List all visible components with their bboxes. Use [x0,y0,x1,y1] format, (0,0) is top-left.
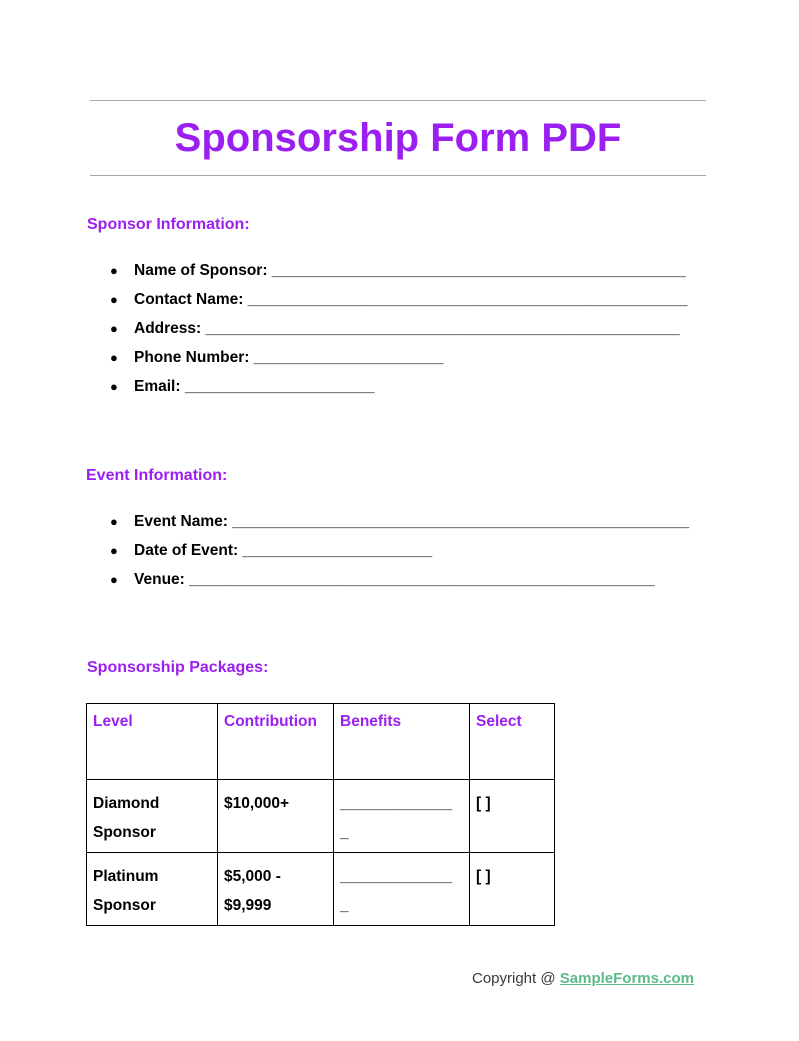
bullet-icon: ● [110,263,118,278]
field-name-of-sponsor[interactable]: Name of Sponsor: ________________________________________________ [134,262,686,279]
field-date-of-event[interactable]: Date of Event: ______________________ [134,542,433,559]
brand-link[interactable]: SampleForms.com [559,970,694,987]
field-event-name[interactable]: Event Name: _____________________________________________________ [134,513,690,530]
sponsorship-packages-heading: Sponsorship Packages: [87,659,269,676]
list-item [0,347,687,376]
sponsor-fields-list [0,260,687,405]
list-item [0,376,687,405]
event-fields-list [0,511,689,598]
list-item [0,289,687,318]
list-item [0,569,689,598]
cell-level: Diamond Sponsor [87,780,218,853]
bullet-icon: ● [110,572,118,587]
cell-contribution: $5,000 - $9,999 [218,853,334,926]
list-item [0,511,689,540]
column-header-select: Select [470,704,555,780]
table-row [87,780,555,853]
list-item [0,260,687,289]
field-phone-number[interactable]: Phone Number: ______________________ [134,349,444,366]
top-divider [90,100,706,101]
list-item [0,540,689,569]
column-header-level: Level [87,704,218,780]
bullet-icon: ● [110,514,118,529]
cell-benefits[interactable]: ______________ [334,853,470,926]
field-venue[interactable]: Venue: ______________________________________________________ [134,571,655,588]
sponsor-information-heading: Sponsor Information: [87,216,250,233]
field-address[interactable]: Address: _______________________________________________________ [134,320,680,337]
cell-level: Platinum Sponsor [87,853,218,926]
cell-select-checkbox[interactable]: [ ] [470,780,555,853]
bottom-divider [90,175,706,176]
cell-select-checkbox[interactable]: [ ] [470,853,555,926]
bullet-icon: ● [110,350,118,365]
field-contact-name[interactable]: Contact Name: ___________________________________________________ [134,291,688,308]
column-header-contribution: Contribution [218,704,334,780]
page-title: Sponsorship Form PDF [174,116,622,160]
bullet-icon: ● [110,292,118,307]
copyright-text: Copyright @ [472,970,560,987]
column-header-benefits: Benefits [334,704,470,780]
table-header-row [87,704,555,780]
field-email[interactable]: Email: ______________________ [134,378,375,395]
packages-table [86,703,555,926]
bullet-icon: ● [110,543,118,558]
bullet-icon: ● [110,321,118,336]
bullet-icon: ● [110,379,118,394]
cell-contribution: $10,000+ [218,780,334,853]
copyright-footer [472,970,694,987]
list-item [0,318,687,347]
event-information-heading: Event Information: [86,467,228,484]
table-row [87,853,555,926]
cell-benefits[interactable]: ______________ [334,780,470,853]
